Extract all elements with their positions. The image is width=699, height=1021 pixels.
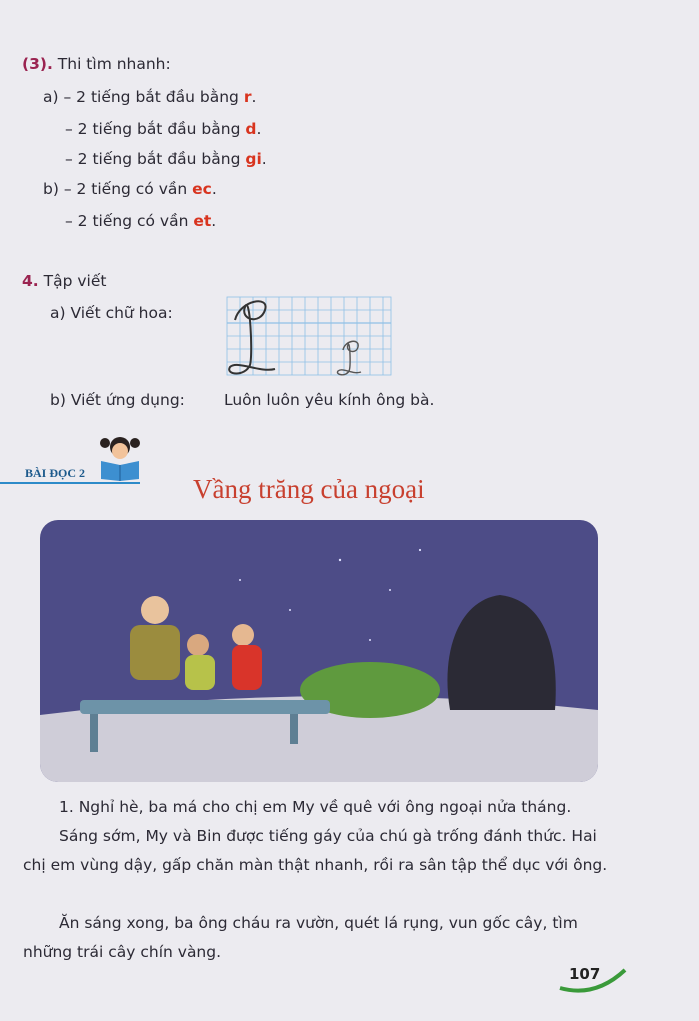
- item-key: r: [243, 88, 252, 106]
- handwriting-grid: [225, 295, 395, 377]
- item-end: .: [251, 88, 257, 106]
- letter-l-large: [229, 301, 275, 373]
- item-key: ec: [192, 180, 212, 198]
- paragraph: Sáng sớm, My và Bin được tiếng gáy của chú gà trống đánh thức. Hai chị em vùng dậy, gấp chăn màn thật nhanh, rồi ra sân tập thể dục với ông.: [23, 827, 608, 874]
- exercise-item: [65, 212, 216, 230]
- night-scene-illustration: [40, 520, 598, 782]
- item-key: et: [193, 212, 212, 230]
- exercise-item: [43, 180, 217, 198]
- item-text: – 2 tiếng có vần: [65, 212, 194, 230]
- item-end: .: [261, 150, 267, 168]
- item-text: – 2 tiếng bắt đầu bằng: [65, 150, 246, 168]
- applied-writing-label: b) Viết ứng dụng:: [50, 391, 185, 409]
- item-end: .: [211, 212, 217, 230]
- exercise-number: (3).: [22, 55, 53, 73]
- exercise-item: [43, 88, 256, 106]
- item-text: a) – 2 tiếng bắt đầu bằng: [43, 88, 244, 106]
- uppercase-writing-label: a) Viết chữ hoa:: [50, 304, 173, 322]
- exercise-item: [65, 120, 261, 138]
- letter-l-small: [337, 341, 361, 375]
- item-text: b) – 2 tiếng có vần: [43, 180, 193, 198]
- exercise-3-heading: [22, 55, 171, 73]
- exercise-item: [65, 150, 267, 168]
- exercise-4-heading: [22, 272, 106, 290]
- applied-writing-text: Luôn luôn yêu kính ông bà.: [224, 391, 435, 409]
- page-number: 107: [569, 965, 601, 983]
- lesson-title: Vầng trăng của ngoại: [193, 474, 425, 504]
- paragraph: Ăn sáng xong, ba ông cháu ra vườn, quét lá rụng, vun gốc cây, tìm những trái cây chín vàng.: [23, 914, 578, 961]
- girl-reading-icon: [97, 433, 143, 481]
- exercise-number: 4.: [22, 272, 39, 290]
- exercise-title: Thi tìm nhanh:: [57, 55, 171, 73]
- item-end: .: [256, 120, 262, 138]
- paragraph: 1. Nghỉ hè, ba má cho chị em My về quê với ông ngoại nửa tháng.: [59, 798, 572, 816]
- lesson-divider: [0, 482, 140, 484]
- item-end: .: [211, 180, 217, 198]
- item-text: – 2 tiếng bắt đầu bằng: [65, 120, 246, 138]
- lesson-label: BÀI ĐỌC 2: [25, 466, 86, 480]
- exercise-title: Tập viết: [43, 272, 107, 290]
- item-key: d: [245, 120, 257, 138]
- item-key: gi: [245, 150, 262, 168]
